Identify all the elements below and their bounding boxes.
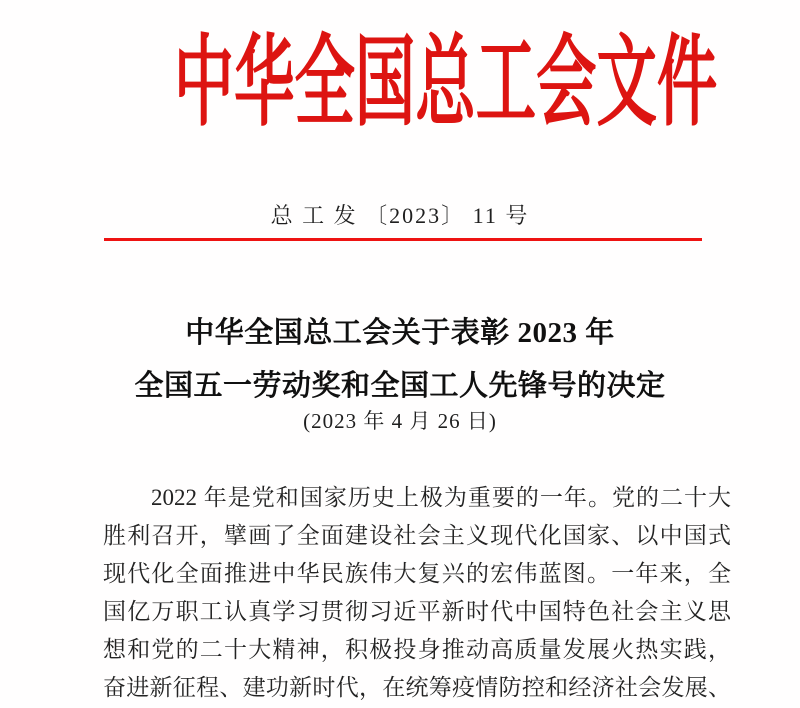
decision-title-line-1: 中华全国总工会关于表彰 2023 年 (185, 317, 615, 349)
decision-title (0, 307, 800, 413)
body-line: 想和党的二十大精神，积极投身推动高质量发展火热实践， (103, 637, 731, 662)
masthead (0, 29, 800, 138)
body-line: 2022 年是党和国家历史上极为重要的一年。党的二十大 (103, 485, 731, 510)
decision-title-line-2: 全国五一劳动奖和全国工人先锋号的决定 (134, 370, 666, 402)
body-line: 国亿万职工认真学习贯彻习近平新时代中国特色社会主义思 (103, 599, 731, 624)
masthead-title: 中华全国总工会文件 (173, 29, 718, 138)
body-paragraph (103, 479, 731, 707)
date-line: (2023 年 4 月 26 日) (303, 409, 497, 433)
body-line: 现代化全面推进中华民族伟大复兴的宏伟蓝图。一年来，全 (103, 561, 731, 586)
document-number: 总 工 发 〔2023〕 11 号 (270, 203, 530, 228)
body-line: 奋进新征程、建功新时代，在统筹疫情防控和经济社会发展、 (103, 675, 731, 700)
red-divider-rule (104, 238, 702, 241)
body-line: 胜利召开，擘画了全面建设社会主义现代化国家、以中国式 (103, 523, 731, 548)
